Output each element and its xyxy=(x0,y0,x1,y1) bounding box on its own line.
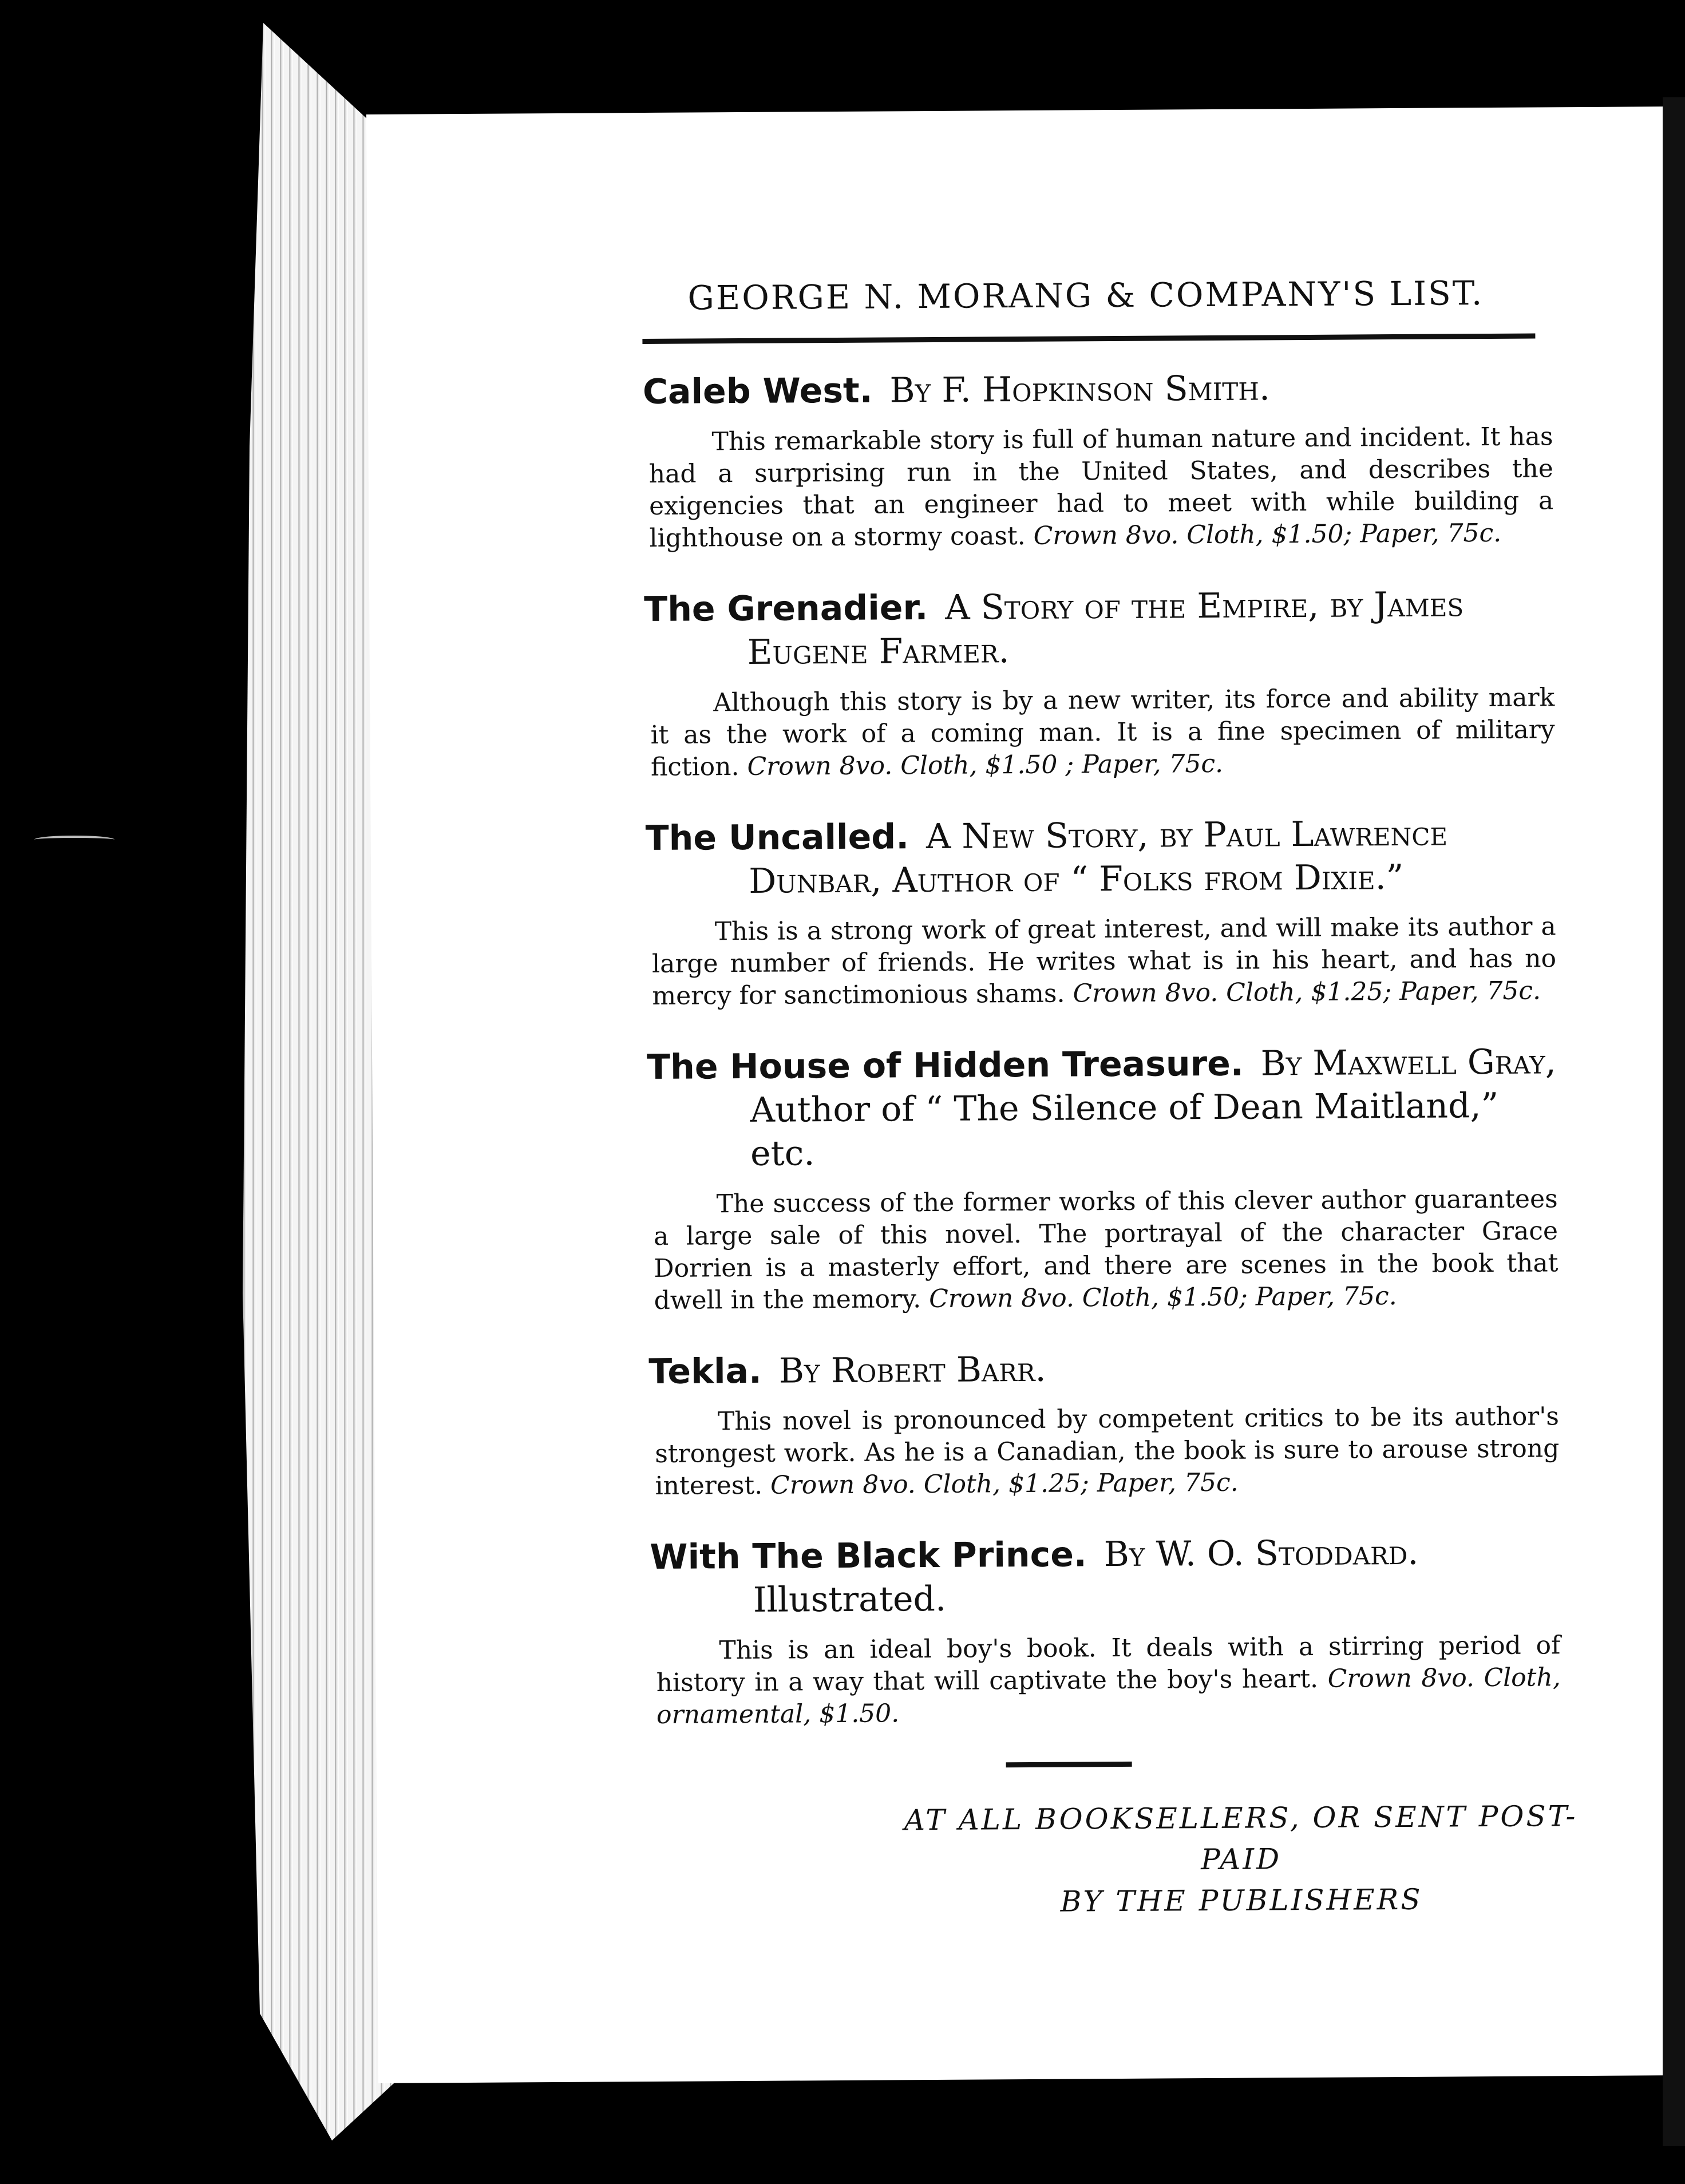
book-entry xyxy=(650,1530,1561,1731)
scan-smudge xyxy=(34,836,114,844)
pricing-text: Crown 8vo. Cloth, $1.25; Paper, 75c. xyxy=(1073,976,1541,1008)
pricing-text: Crown 8vo. Cloth, $1.50 ; Paper, 75c. xyxy=(747,749,1224,781)
book-title: Caleb West. xyxy=(642,370,873,413)
book-byline: By Maxwell Gray, xyxy=(1260,1042,1557,1084)
pricing-text: Crown 8vo. Cloth, $1.50; Paper, 75c. xyxy=(928,1281,1397,1314)
book-byline: By Robert Barr. xyxy=(778,1349,1046,1391)
entry-heading xyxy=(647,1040,1557,1176)
book-title: Tekla. xyxy=(648,1351,762,1392)
book-title: The Uncalled. xyxy=(645,817,909,859)
book-byline-continued: Illustrated. xyxy=(753,1578,947,1620)
book-byline: By F. Hopkinson Smith. xyxy=(889,368,1271,411)
footer-line: BY THE PUBLISHERS xyxy=(1060,1882,1423,1918)
entry-heading xyxy=(643,365,1553,414)
entry-heading xyxy=(646,811,1556,904)
footer-rule xyxy=(1006,1762,1132,1767)
adjacent-page-edge xyxy=(1663,97,1685,2146)
description-text: This remarkable story is full of human nature and incident. It has had a surprising run in the United States, and describes the exigencies that an engineer had to meet with while building a lighthouse on a stormy coast. xyxy=(648,422,1554,553)
description-text: Although this story is by a new writer, its force and ability mark it as the work of a coming man. It is a fine specimen of military fiction. xyxy=(650,683,1555,782)
book-byline-continued: Author of “ The Silence of Dean Maitland,” etc. xyxy=(750,1085,1499,1174)
book-entry xyxy=(648,1344,1560,1502)
description-text: This is an ideal boy's book. It deals with a stirring period of history in a way that will captivate the boy's heart. xyxy=(656,1631,1561,1698)
book-byline: By W. O. Stoddard. xyxy=(1103,1532,1419,1575)
book-entry xyxy=(643,365,1554,555)
book-entry xyxy=(646,811,1557,1012)
book-byline: A Story of the Empire, by James xyxy=(945,584,1464,628)
book-description xyxy=(648,421,1553,555)
pricing-text: Crown 8vo. Cloth, $1.50; Paper, 75c. xyxy=(1033,518,1502,551)
book-description xyxy=(655,1400,1560,1502)
pricing-text: Crown 8vo. Cloth, ornamental, $1.50. xyxy=(656,1663,1561,1730)
footer-line: AT ALL BOOKSELLERS, OR SENT POST-PAID xyxy=(904,1799,1578,1877)
book-list xyxy=(643,365,1561,1764)
page-header: GEORGE N. MORANG & COMPANY'S LIST. xyxy=(687,274,1484,318)
description-text: This novel is pronounced by competent critics to be its author's strongest work. As he is a Canadian, the book is sure to arouse strong interest. xyxy=(655,1402,1560,1501)
description-text: The success of the former works of this clever author guarantees a large sale of this novel. The portrayal of the character Grace Dorrien is a masterly effort, and there are scenes in the book that dwell in the memory. xyxy=(653,1184,1559,1315)
book-description xyxy=(650,682,1555,784)
entry-heading xyxy=(644,582,1555,675)
book-description xyxy=(653,1183,1558,1317)
book-title: The House of Hidden Treasure. xyxy=(646,1043,1244,1088)
entry-heading xyxy=(650,1530,1560,1623)
header-rule xyxy=(642,334,1535,345)
book-page xyxy=(366,106,1678,2083)
page-footer xyxy=(880,1795,1602,1924)
book-description xyxy=(656,1629,1561,1731)
book-byline-continued: Eugene Farmer. xyxy=(747,631,1010,672)
book-byline-continued: Dunbar, Author of “ Folks from Dixie.” xyxy=(748,857,1404,901)
pricing-text: Crown 8vo. Cloth, $1.25; Paper, 75c. xyxy=(770,1467,1239,1500)
book-byline: A New Story, by Paul Lawrence xyxy=(925,813,1448,857)
book-entry xyxy=(644,582,1555,784)
description-text: This is a strong work of great interest, and will make its author a large number of friends. He writes what is in his heart, and has no mercy for sanctimonious shams. xyxy=(651,912,1557,1011)
entry-heading xyxy=(648,1344,1559,1394)
book-title: With The Black Prince. xyxy=(650,1534,1087,1578)
book-description xyxy=(652,911,1557,1012)
book-title: The Grenadier. xyxy=(644,588,928,630)
book-entry xyxy=(647,1040,1559,1317)
